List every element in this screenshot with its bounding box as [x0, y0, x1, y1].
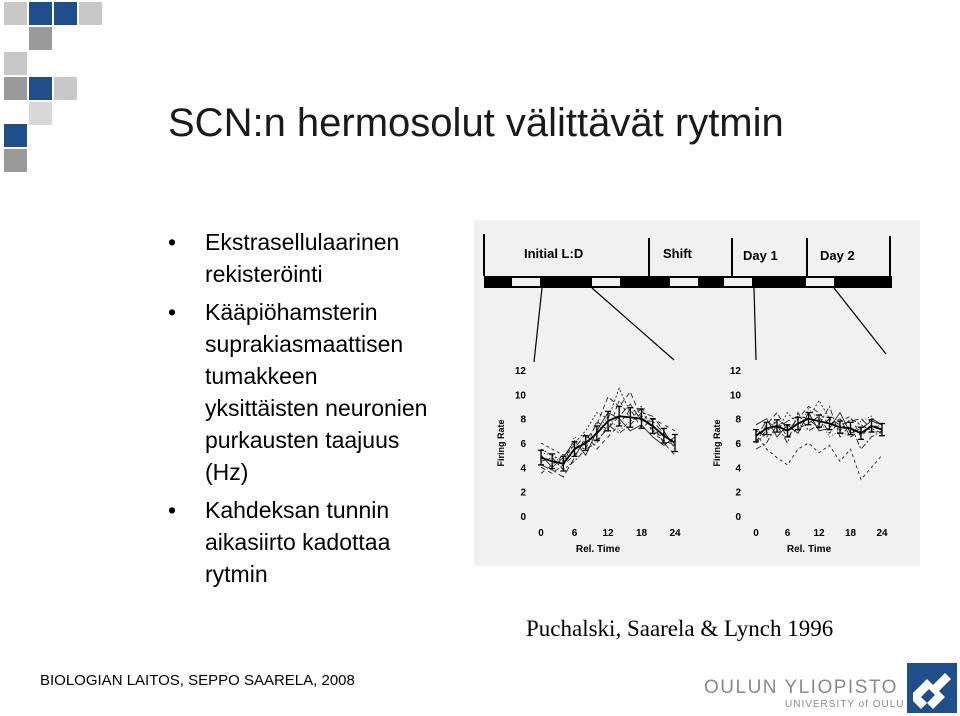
- y-tick-label: 4: [520, 463, 526, 475]
- x-tick-label: 0: [753, 528, 759, 539]
- bullet-dot-icon: •: [168, 229, 177, 255]
- zoom-line: [834, 288, 886, 354]
- citation: Puchalski, Saarela & Lynch 1996: [526, 616, 834, 641]
- zoom-line: [592, 288, 674, 360]
- firing-rate-chart: [474, 220, 920, 566]
- x-tick-label: 24: [669, 528, 681, 539]
- bullet-line: tumakkeen: [205, 363, 318, 389]
- y-tick-label: 8: [520, 414, 526, 426]
- bullet-line: Ekstrasellulaarinen: [205, 229, 400, 255]
- label-shift: Shift: [663, 246, 692, 261]
- zoom-line: [534, 288, 542, 362]
- deco-square: [54, 77, 77, 100]
- y-tick-label: 12: [514, 366, 526, 377]
- y-tick-label: 0: [520, 512, 526, 523]
- deco-square: [29, 2, 52, 25]
- light-phase: [512, 278, 540, 286]
- y-tick-label: 2: [735, 487, 741, 499]
- x-tick-label: 12: [602, 528, 614, 539]
- label-initial: Initial L:D: [524, 246, 584, 261]
- deco-square: [4, 52, 27, 75]
- deco-square: [4, 149, 27, 172]
- x-tick-label: 24: [876, 528, 888, 539]
- deco-square: [4, 2, 27, 25]
- bullet-line: Kääpiöhamsterin: [205, 299, 378, 325]
- y-tick-label: 2: [520, 487, 526, 499]
- university-subtitle: UNIVERSITY of OULU: [785, 699, 905, 710]
- deco-square: [29, 77, 52, 100]
- zoom-line: [754, 288, 756, 360]
- x-tick-label: 18: [635, 528, 648, 539]
- slide-title: SCN:n hermosolut välittävät rytmin: [168, 101, 784, 145]
- light-phase: [724, 278, 752, 286]
- x-tick-label: 0: [538, 528, 544, 539]
- y-tick-label: 10: [729, 390, 741, 402]
- x-tick-label: 6: [784, 528, 791, 539]
- firing-rate-figure: [474, 220, 920, 566]
- deco-square: [54, 2, 77, 25]
- light-phase: [806, 278, 834, 286]
- y-tick-label: 6: [735, 439, 741, 450]
- bullet-line: Kahdeksan tunnin: [205, 497, 390, 523]
- y-tick-label: 6: [520, 439, 526, 450]
- deco-square: [79, 2, 102, 25]
- y-tick-label: 0: [735, 512, 741, 523]
- deco-square: [4, 124, 27, 147]
- deco-square: [29, 102, 52, 125]
- deco-square: [4, 77, 27, 100]
- x-axis-label: Rel. Time: [575, 544, 621, 555]
- bullet-dot-icon: •: [168, 497, 177, 523]
- bullet-item: [168, 226, 468, 290]
- series-line: [756, 433, 882, 479]
- bullet-line: rekisteröinti: [205, 261, 323, 287]
- x-axis-label: Rel. Time: [786, 544, 832, 555]
- y-tick-label: 8: [735, 414, 741, 426]
- label-day2: Day 2: [820, 248, 855, 263]
- light-phase: [592, 278, 620, 286]
- bullet-line: aikasiirto kadottaa: [205, 529, 391, 555]
- y-tick-label: 10: [514, 390, 526, 402]
- university-logo-icon: [907, 663, 957, 713]
- y-tick-label: 4: [735, 463, 741, 475]
- bullet-line: (Hz): [205, 459, 249, 485]
- y-axis-label: Firing Rate: [712, 419, 722, 467]
- university-name: OULUN YLIOPISTO: [704, 677, 898, 698]
- bullet-list: [168, 226, 468, 596]
- bullet-dot-icon: •: [168, 299, 177, 325]
- bullet-item: [168, 494, 468, 590]
- footer-text: BIOLOGIAN LAITOS, SEPPO SAARELA, 2008: [40, 672, 355, 689]
- bullet-line: rytmin: [205, 561, 268, 587]
- y-axis-label: Firing Rate: [496, 419, 506, 467]
- y-tick-label: 12: [729, 366, 741, 377]
- label-day1: Day 1: [743, 248, 778, 263]
- x-tick-label: 18: [844, 528, 857, 539]
- bullet-item: [168, 296, 468, 488]
- bullet-line: suprakiasmaattisen: [205, 331, 404, 357]
- bullet-line: yksittäisten neuronien: [205, 395, 428, 421]
- x-tick-label: 6: [571, 528, 578, 539]
- light-phase: [670, 278, 698, 286]
- x-tick-label: 12: [813, 528, 825, 539]
- bullet-line: purkausten taajuus: [205, 427, 400, 453]
- deco-square: [29, 27, 52, 50]
